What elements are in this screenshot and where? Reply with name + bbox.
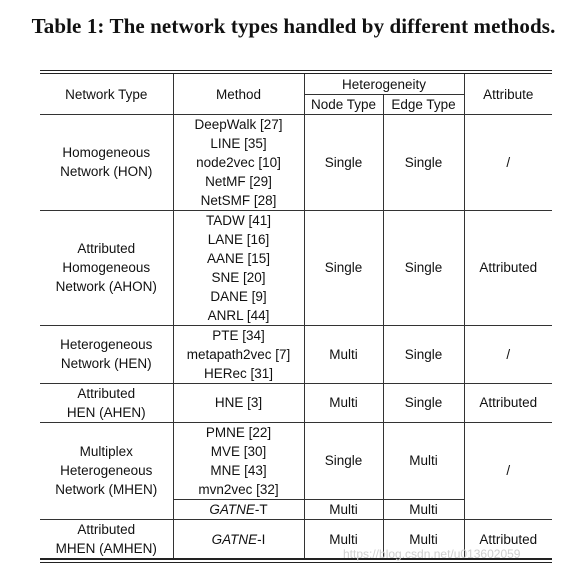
network-types-table	[40, 70, 552, 563]
node-type-cell: Single	[304, 114, 383, 210]
method-cell: DeepWalk [27] LINE [35] node2vec [10] NetMF [29] NetSMF [28]	[173, 114, 304, 210]
network-type-cell: Attributed MHEN (AMHEN)	[55, 522, 157, 557]
attribute-cell: /	[464, 325, 552, 383]
method-cell: PMNE [22] MVE [30] MNE [43] mvn2vec [32]	[173, 422, 304, 499]
table-row	[40, 114, 552, 210]
edge-type-cell: Multi	[383, 519, 464, 558]
edge-type-cell: Single	[383, 325, 464, 383]
network-type-cell: Homogeneous Network (HON)	[40, 114, 173, 210]
method-cell: TADW [41] LANE [16] AANE [15] SNE [20] DANE [9] ANRL [44]	[173, 210, 304, 325]
header-node-type: Node Type	[304, 94, 383, 114]
edge-type-cell: Single	[383, 114, 464, 210]
method-cell: PTE [34] metapath2vec [7] HERec [31]	[173, 325, 304, 383]
network-type-cell: Attributed Homogeneous Network (AHON)	[40, 210, 173, 325]
method-cell: GATNE-T	[173, 499, 304, 519]
bottom-rule-inner	[40, 562, 552, 563]
method-cell: GATNE-I	[173, 519, 304, 558]
node-type-cell: Multi	[304, 499, 383, 519]
network-type-cell: Multiplex Heterogeneous Network (MHEN)	[40, 422, 173, 519]
table-row	[40, 325, 552, 383]
attribute-cell: /	[464, 422, 552, 519]
node-type-cell: Single	[304, 422, 383, 499]
header-method: Method	[173, 74, 304, 114]
table-row	[40, 210, 552, 325]
edge-type-cell: Single	[383, 210, 464, 325]
method-cell: HNE [3]	[173, 383, 304, 422]
attribute-cell: Attributed	[464, 519, 552, 558]
node-type-cell: Single	[304, 210, 383, 325]
node-type-cell: Multi	[304, 383, 383, 422]
header-edge-type: Edge Type	[383, 94, 464, 114]
node-type-cell: Multi	[304, 325, 383, 383]
attribute-cell: /	[464, 114, 552, 210]
node-type-cell: Multi	[304, 519, 383, 558]
network-type-cell: Heterogeneous Network (HEN)	[40, 325, 173, 383]
watermark: https://blog.csdn.net/u013602059	[343, 547, 521, 561]
table-caption: Table 1: The network types handled by different methods.	[31, 14, 556, 38]
network-type-cell: Attributed HEN (AHEN)	[40, 383, 173, 422]
header-heterogeneity: Heterogeneity	[304, 74, 464, 94]
edge-type-cell: Single	[383, 383, 464, 422]
attribute-cell: Attributed	[464, 383, 552, 422]
table-row	[40, 383, 552, 422]
header-network-type: Network Type	[40, 74, 173, 114]
header-attribute: Attribute	[464, 74, 552, 114]
edge-type-cell: Multi	[383, 422, 464, 499]
edge-type-cell: Multi	[383, 499, 464, 519]
table-row	[40, 422, 552, 499]
attribute-cell: Attributed	[464, 210, 552, 325]
